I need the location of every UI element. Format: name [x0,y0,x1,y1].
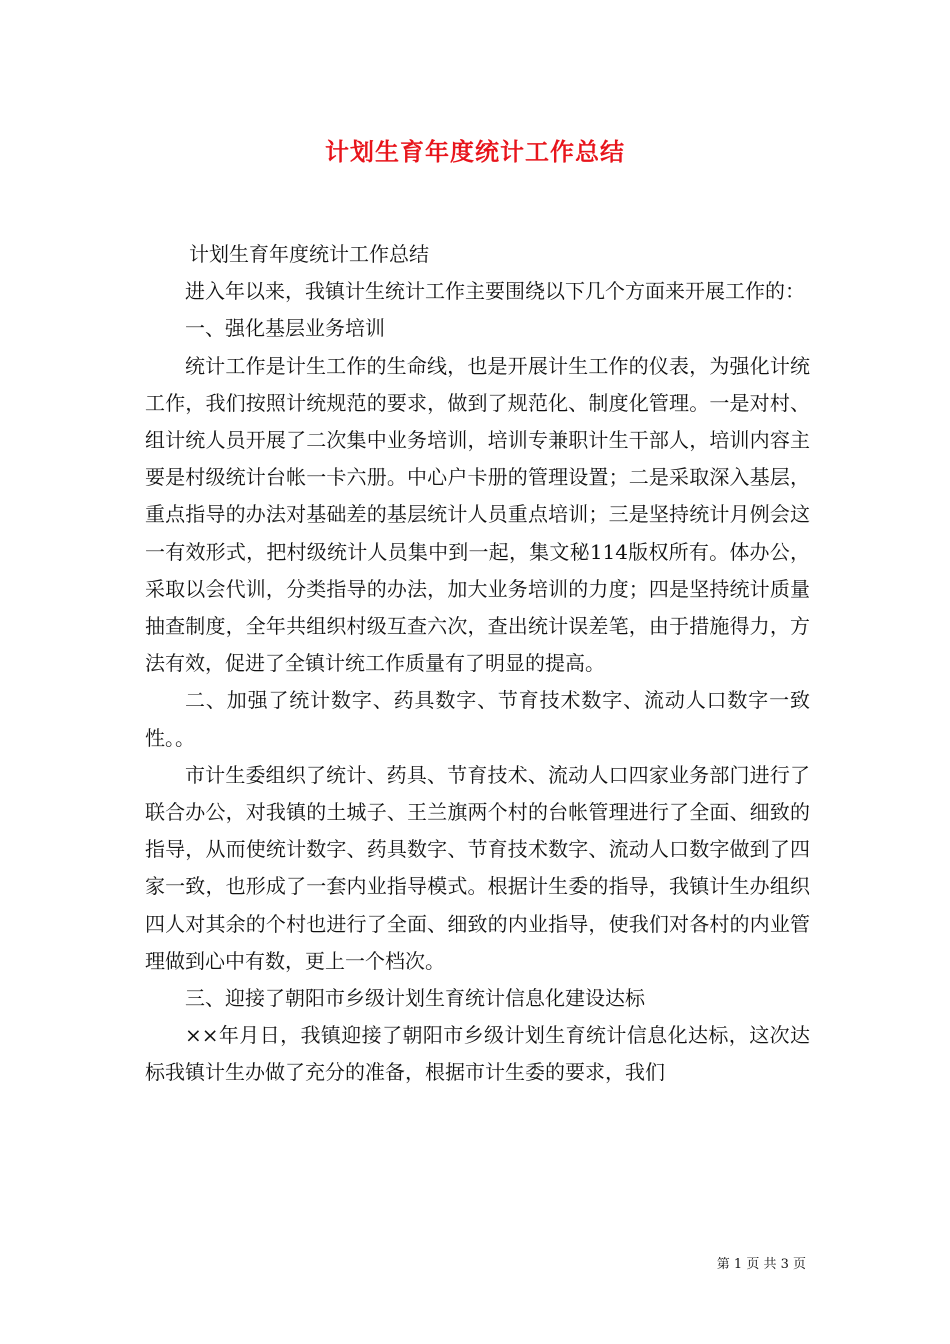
paragraph-section-3: ××年月日，我镇迎接了朝阳市乡级计划生育统计信息化达标，这次达标我镇计生办做了充分的准备，根据市计生委的要求，我们 [145,1023,810,1085]
document-body [145,236,810,1092]
page-number: 第 1 页 共 3 页 [716,1257,806,1272]
paragraph-section-1: 统计工作是计生工作的生命线，也是开展计生工作的仪表，为强化计统工作，我们按照计统规范的要求，做到了规范化、制度化管理。一是对村、组计统人员开展了二次集中业务培训，培训专兼职计生干部人，培训内容主要是村级统计台帐一卡六册。中心户卡册的管理设置；二是采取深入基层，重点指导的办法对基础差的基层统计人员重点培训；三是坚持统计月例会这一有效形式，把村级统计人员集中到一起，集文秘114版权所有。体办公，采取以会代训，分类指导的办法，加大业务培训的力度；四是坚持统计质量抽查制度，全年共组织村级互查六次，查出统计误差笔，由于措施得力，方法有效，促进了全镇计统工作质量有了明显的提高。 [145,353,810,676]
paragraph-section-2: 市计生委组织了统计、药具、节育技术、流动人口四家业务部门进行了联合办公，对我镇的土城子、王兰旗两个村的台帐管理进行了全面、细致的指导，从而使统计数字、药具数字、节育技术数字、流动人口数字做到了四家一致，也形成了一套内业指导模式。根据计生委的指导，我镇计生办组织四人对其余的个村也进行了全面、细致的内业指导，使我们对各村的内业管理做到心中有数，更上一个档次。 [145,762,810,973]
section-heading-1: 一、强化基层业务培训 [185,316,385,341]
paragraph-intro: 进入年以来，我镇计生统计工作主要围绕以下几个方面来开展工作的： [185,279,805,304]
section-heading-3: 三、迎接了朝阳市乡级计划生育统计信息化建设达标 [185,986,645,1011]
paragraph-subtitle: 计划生育年度统计工作总结 [189,242,429,266]
section-heading-2: 二、加强了统计数字、药具数字、节育技术数字、流动人口数字一致性。。 [145,688,810,750]
document-title: 计划生育年度统计工作总结 [325,137,625,166]
